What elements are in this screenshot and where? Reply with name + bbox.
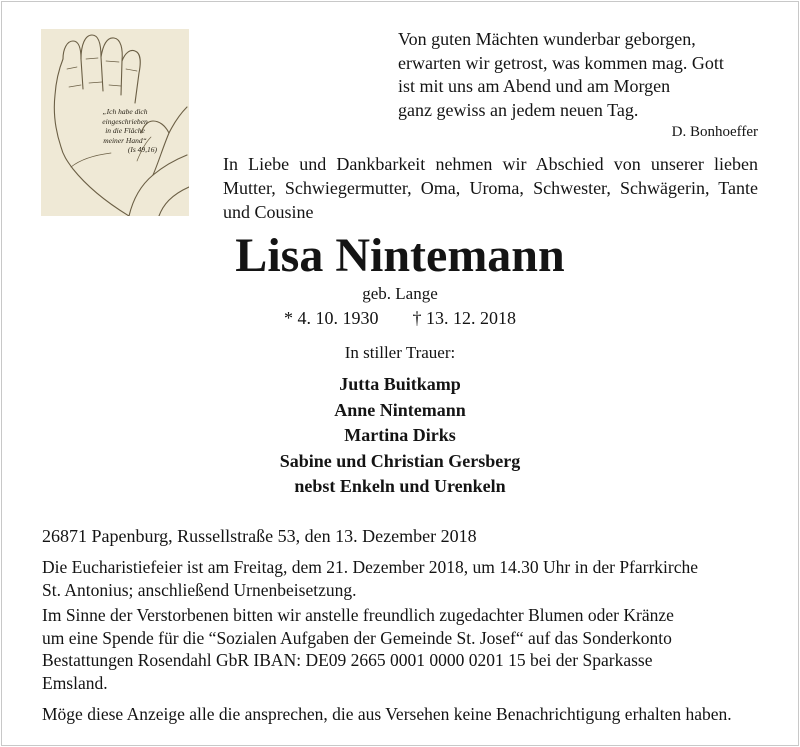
service-line: Die Eucharistiefeier ist am Freitag, dem 21. Dezember 2018, um 14.30 Uhr in der Pfarrkirche xyxy=(42,557,699,577)
poem-line: Von guten Mächten wunderbar geborgen, xyxy=(398,29,696,49)
hand-caption-line: eingeschrieben xyxy=(102,116,148,126)
life-dates xyxy=(0,308,800,329)
hand-caption-line: „Ich habe dich xyxy=(102,107,148,116)
hand-caption xyxy=(93,107,157,155)
birth-date: * 4. 10. 1930 xyxy=(284,308,379,328)
mourner-name: Jutta Buitkamp xyxy=(339,374,461,394)
service-line: St. Antonius; anschließend Urnenbeisetzung. xyxy=(42,579,357,600)
poem-line: erwarten wir getrost, was kommen mag. Gott xyxy=(398,52,724,73)
donation-line: um eine Spende für die “Sozialen Aufgaben der Gemeinde St. Josef“ auf das Sonderkonto xyxy=(42,627,672,648)
poem xyxy=(398,28,758,122)
born-name: geb. Lange xyxy=(362,284,438,303)
death-date: † 13. 12. 2018 xyxy=(412,308,516,328)
mourner-name: Martina Dirks xyxy=(344,425,456,445)
hand-caption-line: (Is 49,16) xyxy=(127,145,157,154)
poem-line: ist mit uns am Abend und am Morgen xyxy=(398,76,671,96)
praying-hand-drawing-icon xyxy=(41,29,189,216)
poem-author: D. Bonhoeffer xyxy=(671,124,758,140)
mourner-name: Anne Nintemann xyxy=(334,399,466,420)
donation-line: Im Sinne der Verstorbenen bitten wir anstelle freundlich zugedachter Blumen oder Kränze xyxy=(42,605,674,625)
donation-info xyxy=(42,604,758,694)
service-info xyxy=(42,556,758,601)
donation-line: Bestattungen Rosendahl GbR IBAN: DE09 2665 0001 0000 0201 15 bei der Sparkasse xyxy=(42,650,653,670)
hand-caption-line: meiner Hand“ xyxy=(103,135,147,145)
deceased-name: Lisa Nintemann xyxy=(235,229,565,282)
mourner-name: Sabine und Christian Gersberg xyxy=(279,450,521,471)
intro-text: In Liebe und Dankbarkeit nehmen wir Abschied von unserer lieben Mutter, Schwiegermutter, Oma, Uroma, Schwester, Schwägerin, Tante und Cousine xyxy=(223,154,758,222)
hand-caption-line: in die Fläche xyxy=(105,126,145,135)
closing-note: Möge diese Anzeige alle die ansprechen, die aus Versehen keine Benachrichtigung erhalten haben. xyxy=(42,704,732,724)
mourning-heading: In stiller Trauer: xyxy=(344,343,456,362)
mourners-list xyxy=(0,372,800,500)
address-line: 26871 Papenburg, Russellstraße 53, den 13. Dezember 2018 xyxy=(42,526,477,546)
poem-line: ganz gewiss an jedem neuen Tag. xyxy=(398,99,639,120)
donation-line: Emsland. xyxy=(42,672,108,693)
mourner-name: nebst Enkeln und Urenkeln xyxy=(294,476,506,496)
